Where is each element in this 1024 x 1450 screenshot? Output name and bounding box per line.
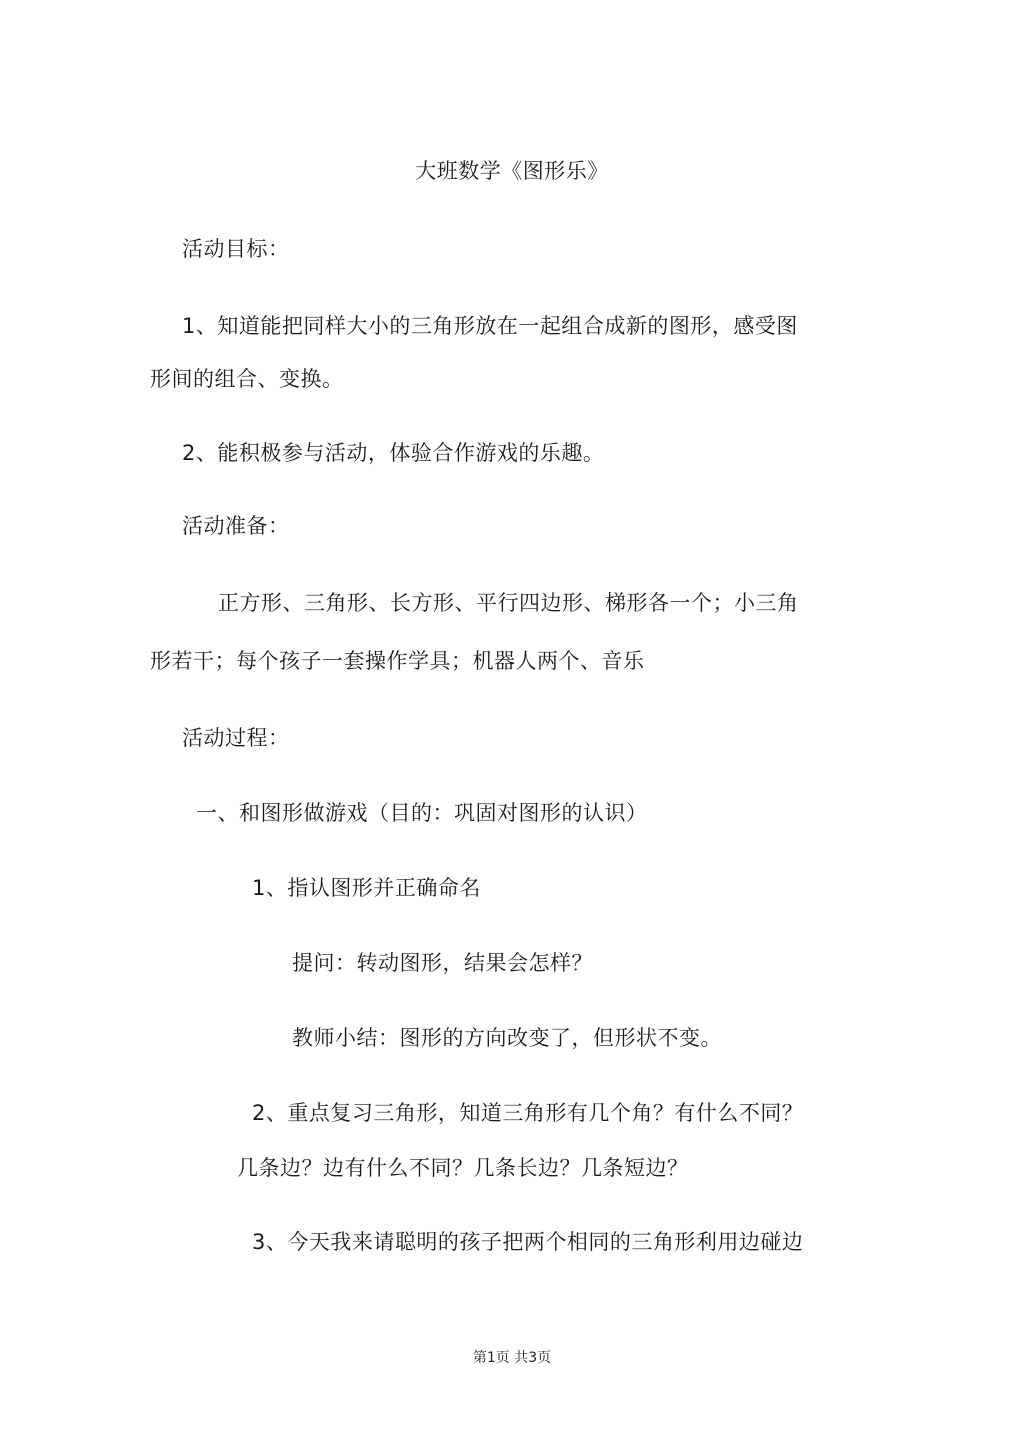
step-3-line-1: 3、今天我来请聪明的孩子把两个相同的三角形利用边碰边 (252, 1230, 804, 1254)
prep-line-2: 形若干；每个孩子一套操作学具；机器人两个、音乐 (150, 649, 645, 673)
goal-1-line-2: 形间的组合、变换。 (150, 367, 344, 391)
section-1-heading: 一、和图形做游戏（目的：巩固对图形的认识） (196, 801, 648, 825)
goal-2: 2、能积极参与活动，体验合作游戏的乐趣。 (182, 441, 605, 465)
step-2-line-1: 2、重点复习三角形，知道三角形有几个角？有什么不同？ (252, 1101, 804, 1125)
step-2-line-2: 几条边？边有什么不同？几条长边？几条短边？ (237, 1156, 689, 1180)
step-1: 1、指认图形并正确命名 (252, 876, 481, 900)
document-title: 大班数学《图形乐》 (415, 159, 609, 183)
prep-line-1: 正方形、三角形、长方形、平行四边形、梯形各一个；小三角 (218, 591, 799, 615)
prep-heading: 活动准备： (182, 514, 290, 538)
goal-1-line-1: 1、知道能把同样大小的三角形放在一起组合成新的图形，感受图 (182, 314, 798, 338)
goals-heading: 活动目标： (182, 237, 290, 261)
page-indicator: 第1页 共3页 (472, 1350, 552, 1366)
process-heading: 活动过程： (182, 726, 290, 750)
step-1-question: 提问：转动图形，结果会怎样？ (292, 951, 593, 975)
step-1-summary: 教师小结：图形的方向改变了，但形状不变。 (292, 1026, 722, 1050)
